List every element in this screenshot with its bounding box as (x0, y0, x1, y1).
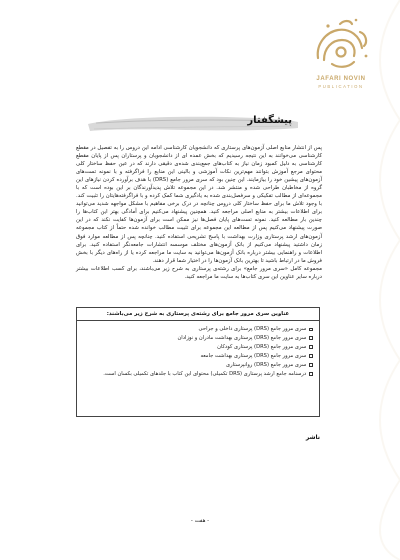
preface-header (86, 110, 300, 136)
paragraph-intro: پس از انتشار منابع اصلی آزمون‌های پرستاری که دانشجویان کارشناسی ادامه این دروس را به تفصیل در مقطع کارشناسی می‌خوانند به این نتیجه رسیدیم که بخش عمده ای از دانشجویان و پرستاران پس از پایان مقطع کارشناسی به دلیل کمبود زمان نیاز به کتاب‌های جمع‌بندی شده‌ی دقیقی دارند که در عین حفظ ساختار کلی محتوای مرجع آموزش بتوانند مهم‌ترین نکات آموزشی و بالینی این منابع را فراگرفته و با نمونه تست‌های آزمون‌های پیشین خود را بیازمایند. این چنین بود که سری مرور جامع (DRS) با هدف برآورده کردن نیازهای این گروه از مخاطبان طراحی شده و منتشر شد. در این مجموعه تلاش پدیدآورندگان بر این بوده است که با مجموعه‌ای از مطالب تفکیکی و سرفصل‌بندی شده به یادگیری شما کمک کرده و با فراگرفته‌هایتان را تثبیت کند. با وجود تلاش ما برای حفظ ساختار کلی دروس چنانچه در درک برخی مفاهیم با مشکل مواجهه شدید می‌توانید برای اطلاعات بیشتر به منابع اصلی مراجعه کنید. همچنین پیشنهاد می‌کنیم برای آمادگی بهتر این کتاب‌ها را چندین بار مطالعه کنید. نمونه تست‌های پایان فصل‌ها نیز ممکن است برای آزمون‌ها کفایت نکند که در این صورت پیشنهاد می‌کنیم پس از مطالعه این مجموعه برای تثبیت مطالب خوانده شده حتماً از کتاب مجموعه آزمون‌های ارشد پرستاری وزارت بهداشت با پاسخ تشریحی استفاده کنید. چنانچه پس از مطالعه موارد فوق زمان داشتید پیشنهاد می‌کنیم از بانک آزمون‌های مختلف موسسه انتشارات جامعه‌نگر استفاده کنید. برای اطلاعات و راهنمایی بیشتر درباره بانک آزمون‌ها می‌توانید به سایت ما مراجعه کرده یا از راه‌های دیگر با بخش فروش ما در ارتباط باشید تا بهترین بانک آزمون‌ها را در اختیار شما قرار دهند. (76, 145, 323, 264)
series-table-title: عناوین سری مرور جامع برای رشته‌ی پرستاری به شرح زیر می‌باشند: (77, 308, 319, 321)
series-list (77, 321, 319, 378)
jafari-novin-emblem-icon (310, 14, 372, 76)
paragraph-series: مجموعه کامل «سری مرور جامع» برای رشته‌ی پرستاری به شرح زیر می‌باشند، برای کسب اطلاعات بیشتر درباره سایر عناوین این سری کتاب‌ها به سایت ما مراجعه کنید. (76, 265, 322, 280)
list-item: سری مرور جامع (DRS) پرستاری داخلی و جراحی (83, 325, 313, 334)
checkbox-icon (309, 372, 313, 376)
checkbox-icon (309, 328, 313, 332)
series-table (76, 307, 320, 417)
publisher-signature: ناشر (305, 434, 320, 441)
publisher-logo (310, 14, 372, 92)
checkbox-icon (309, 363, 313, 367)
checkbox-icon (309, 336, 313, 340)
list-item: سری مرور جامع (DRS) روانپرستاری (83, 361, 313, 370)
checkbox-icon (309, 354, 313, 358)
list-item: درسنامه جامع ارشد پرستاری (DRS تکمیلی) محتوای این کتاب با جلدهای تکمیلی بکسان است. (83, 370, 313, 379)
page-title: پیشگفتار (247, 115, 292, 126)
publisher-subtitle: PUBLICATION (318, 84, 364, 89)
page-number: - هفت - (190, 518, 210, 524)
preface-body (76, 144, 322, 281)
publisher-name: JAFARI NOVIN (316, 76, 366, 82)
list-item: سری مرور جامع (DRS) پرستاری بهداشت مادران و نوزادان (83, 334, 313, 343)
list-item: سری مرور جامع (DRS) پرستاری کودکان (83, 343, 313, 352)
checkbox-icon (309, 345, 313, 349)
list-item: سری مرور جامع (DRS) پرستاری بهداشت جامعه (83, 352, 313, 361)
